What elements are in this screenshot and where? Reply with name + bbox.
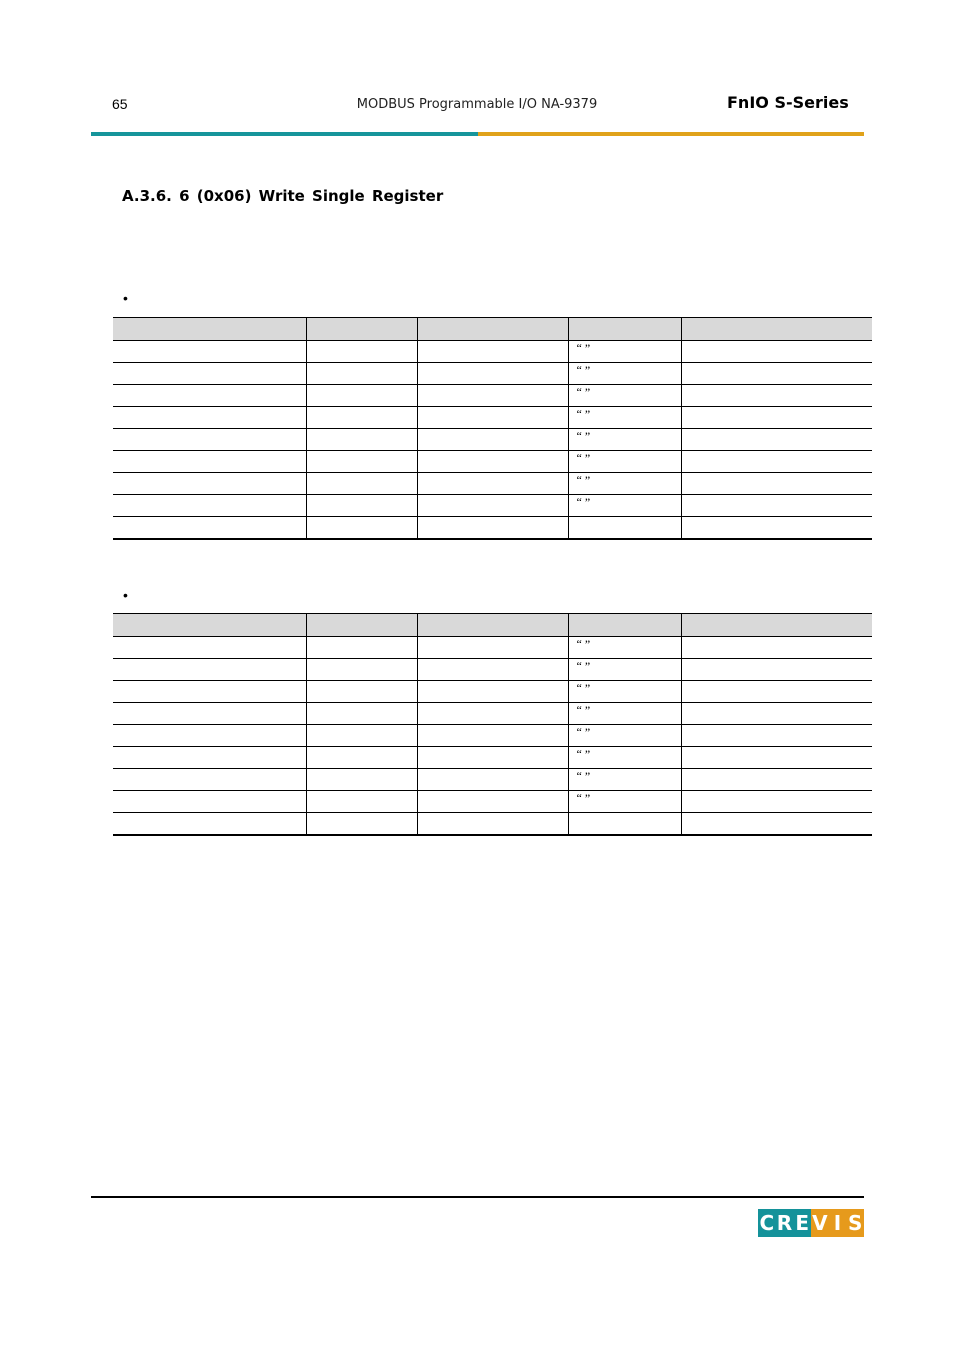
- table-cell: [681, 703, 872, 725]
- table-cell: [113, 681, 306, 703]
- table-cell: [113, 429, 306, 451]
- logo-letter: I: [829, 1209, 847, 1237]
- table-cell: [113, 341, 306, 363]
- table-cell: [306, 813, 417, 836]
- table-cell: [417, 769, 568, 791]
- table-cell: [681, 407, 872, 429]
- table-cell: [681, 517, 872, 540]
- table-row: [113, 407, 872, 429]
- logo-letter: R: [776, 1211, 793, 1235]
- table-cell: [417, 725, 568, 747]
- column-header: [568, 614, 681, 637]
- table-cell: [306, 725, 417, 747]
- table-cell: [306, 363, 417, 385]
- column-header: [113, 614, 306, 637]
- table-cell: [417, 473, 568, 495]
- table-cell: [113, 637, 306, 659]
- table-cell: [113, 495, 306, 517]
- table-row: [113, 385, 872, 407]
- column-header: [417, 614, 568, 637]
- table-row: [113, 341, 872, 363]
- table-cell: [681, 791, 872, 813]
- table-cell: [681, 495, 872, 517]
- table-cell: [306, 451, 417, 473]
- table-cell: [417, 495, 568, 517]
- table-cell: [113, 517, 306, 540]
- table-cell: [417, 813, 568, 836]
- logo-letter: S: [847, 1211, 863, 1235]
- table-cell: [306, 517, 417, 540]
- table-header-row: [113, 318, 872, 341]
- table-cell: “ ”: [568, 791, 681, 813]
- table-cell: [113, 407, 306, 429]
- table-cell: “ ”: [568, 725, 681, 747]
- column-header: [306, 614, 417, 637]
- table-cell: “ ”: [568, 473, 681, 495]
- table-cell: “ ”: [568, 407, 681, 429]
- response-table: [113, 613, 872, 836]
- table-cell: [681, 451, 872, 473]
- table-cell: [417, 681, 568, 703]
- table-cell: “ ”: [568, 747, 681, 769]
- table-cell: [417, 451, 568, 473]
- table-cell: [306, 385, 417, 407]
- table-row: [113, 791, 872, 813]
- column-header: [113, 318, 306, 341]
- logo-letter: V: [812, 1211, 828, 1235]
- logo-letter: C: [759, 1211, 775, 1235]
- table-row: [113, 363, 872, 385]
- column-header: [681, 614, 872, 637]
- table-cell: [681, 429, 872, 451]
- table-row: [113, 725, 872, 747]
- table-row: [113, 747, 872, 769]
- table-row: [113, 451, 872, 473]
- table-cell: “ ”: [568, 637, 681, 659]
- table-cell: [681, 747, 872, 769]
- table-cell: [681, 813, 872, 836]
- table-row: [113, 681, 872, 703]
- table-cell: [306, 681, 417, 703]
- table-cell: [417, 341, 568, 363]
- table-cell: “ ”: [568, 451, 681, 473]
- table-cell: [417, 703, 568, 725]
- table-cell: [113, 703, 306, 725]
- table-cell: [306, 429, 417, 451]
- table-cell: “ ”: [568, 341, 681, 363]
- table-cell: [417, 791, 568, 813]
- bullet-request: •: [123, 290, 128, 306]
- table-cell: “ ”: [568, 769, 681, 791]
- table-cell: [113, 813, 306, 836]
- column-header: [681, 318, 872, 341]
- table-cell: [113, 385, 306, 407]
- bullet-response: •: [123, 587, 128, 603]
- table-cell: [113, 451, 306, 473]
- table-cell: [681, 385, 872, 407]
- table-cell: [306, 791, 417, 813]
- table-row: [113, 703, 872, 725]
- table-cell: [113, 363, 306, 385]
- column-header: [306, 318, 417, 341]
- table-cell: [681, 473, 872, 495]
- table-cell: [113, 791, 306, 813]
- column-header: [568, 318, 681, 341]
- table-cell: “ ”: [568, 703, 681, 725]
- table-cell: “ ”: [568, 429, 681, 451]
- table-cell: [306, 637, 417, 659]
- table-cell: “ ”: [568, 363, 681, 385]
- crevis-logo: [758, 1209, 864, 1237]
- table-cell: [113, 769, 306, 791]
- table-row: [113, 517, 872, 540]
- logo-letter: E: [795, 1211, 810, 1235]
- table-cell: “ ”: [568, 681, 681, 703]
- table-cell: [306, 747, 417, 769]
- table-row: [113, 495, 872, 517]
- table-cell: [113, 659, 306, 681]
- footer-rule: [91, 1196, 864, 1198]
- table-cell: [681, 363, 872, 385]
- table-row: [113, 637, 872, 659]
- table-cell: [568, 813, 681, 836]
- table-cell: [681, 769, 872, 791]
- table-row: [113, 769, 872, 791]
- table-cell: [306, 659, 417, 681]
- table-cell: [417, 659, 568, 681]
- request-table: [113, 317, 872, 540]
- table-cell: [306, 341, 417, 363]
- table-cell: [681, 341, 872, 363]
- table-cell: [113, 725, 306, 747]
- table-cell: [681, 725, 872, 747]
- table-cell: [681, 637, 872, 659]
- table-cell: [306, 703, 417, 725]
- table-cell: [417, 747, 568, 769]
- table-cell: [681, 659, 872, 681]
- table-cell: [113, 747, 306, 769]
- table-cell: “ ”: [568, 385, 681, 407]
- table-row: [113, 659, 872, 681]
- table-cell: [417, 637, 568, 659]
- table-cell: [568, 517, 681, 540]
- table-cell: [306, 769, 417, 791]
- table-cell: [417, 517, 568, 540]
- table-cell: [417, 407, 568, 429]
- table-cell: [306, 473, 417, 495]
- section-heading: A.3.6. 6 (0x06) Write Single Register: [122, 187, 444, 205]
- table-row: [113, 429, 872, 451]
- table-cell: [113, 473, 306, 495]
- table-row: [113, 813, 872, 836]
- table-cell: “ ”: [568, 659, 681, 681]
- header-rule-gold: [478, 132, 864, 136]
- header-rule-teal: [91, 132, 478, 136]
- table-row: [113, 473, 872, 495]
- table-cell: [681, 681, 872, 703]
- table-cell: [306, 407, 417, 429]
- table-cell: [417, 429, 568, 451]
- table-header-row: [113, 614, 872, 637]
- table-cell: [417, 385, 568, 407]
- table-cell: [417, 363, 568, 385]
- column-header: [417, 318, 568, 341]
- table-cell: [306, 495, 417, 517]
- document-title: MODBUS Programmable I/O NA-9379: [356, 97, 598, 112]
- product-series: FnIO S-Series: [727, 93, 849, 112]
- page-number: 65: [112, 96, 128, 112]
- table-cell: “ ”: [568, 495, 681, 517]
